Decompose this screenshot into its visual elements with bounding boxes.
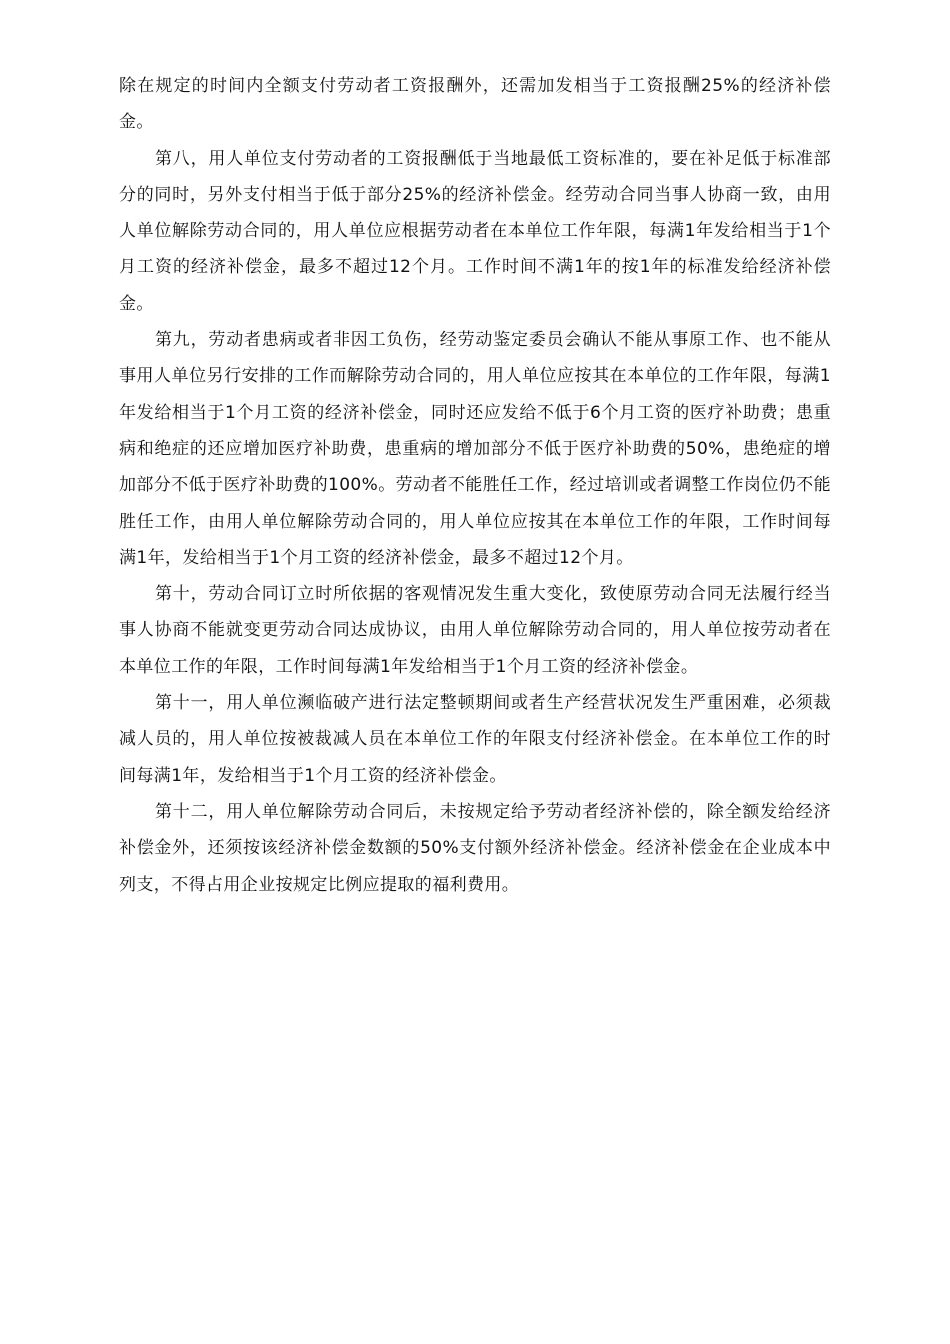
paragraph-eighth: 第八，用人单位支付劳动者的工资报酬低于当地最低工资标准的，要在补足低于标准部分的同时，另外支付相当于低于部分25%的经济补偿金。经劳动合同当事人协商一致，由用人单位解除劳动合同的，用人单位应根据劳动者在本单位工作年限，每满1年发给相当于1个月工资的经济补偿金，最多不超过12个月。工作时间不满1年的按1年的标准发给经济补偿金。 — [119, 148, 831, 314]
paragraph-ninth: 第九，劳动者患病或者非因工负伤，经劳动鉴定委员会确认不能从事原工作、也不能从事用人单位另行安排的工作而解除劳动合同的，用人单位应按其在本单位的工作年限，每满1年发给相当于1个月工资的经济补偿金，同时还应发给不低于6个月工资的医疗补助费；患重病和绝症的还应增加医疗补助费，患重病的增加部分不低于医疗补助费的50%，患绝症的增加部分不低于医疗补助费的100%。劳动者不能胜任工作，经过培训或者调整工作岗位仍不能胜任工作，由用人单位解除劳动合同的，用人单位应按其在本单位工作的年限，工作时间每满1年，发给相当于1个月工资的经济补偿金，最多不超过12个月。 — [119, 330, 831, 568]
paragraph-twelfth: 第十二，用人单位解除劳动合同后，未按规定给予劳动者经济补偿的，除全额发给经济补偿金外，还须按该经济补偿金数额的50%支付额外经济补偿金。经济补偿金在企业成本中列支，不得占用企业按规定比例应提取的福利费用。 — [119, 801, 831, 895]
document-body — [119, 68, 831, 903]
paragraph-tenth: 第十，劳动合同订立时所依据的客观情况发生重大变化，致使原劳动合同无法履行经当事人协商不能就变更劳动合同达成协议，由用人单位解除劳动合同的，用人单位按劳动者在本单位工作的年限，工作时间每满1年发给相当于1个月工资的经济补偿金。 — [119, 584, 831, 677]
paragraph-continuation: 除在规定的时间内全额支付劳动者工资报酬外，还需加发相当于工资报酬25%的经济补偿金。 — [119, 76, 831, 133]
paragraph-eleventh: 第十一，用人单位濒临破产进行法定整顿期间或者生产经营状况发生严重困难，必须裁减人员的，用人单位按被裁减人员在本单位工作的年限支付经济补偿金。在本单位工作的时间每满1年，发给相当于1个月工资的经济补偿金。 — [119, 693, 831, 786]
